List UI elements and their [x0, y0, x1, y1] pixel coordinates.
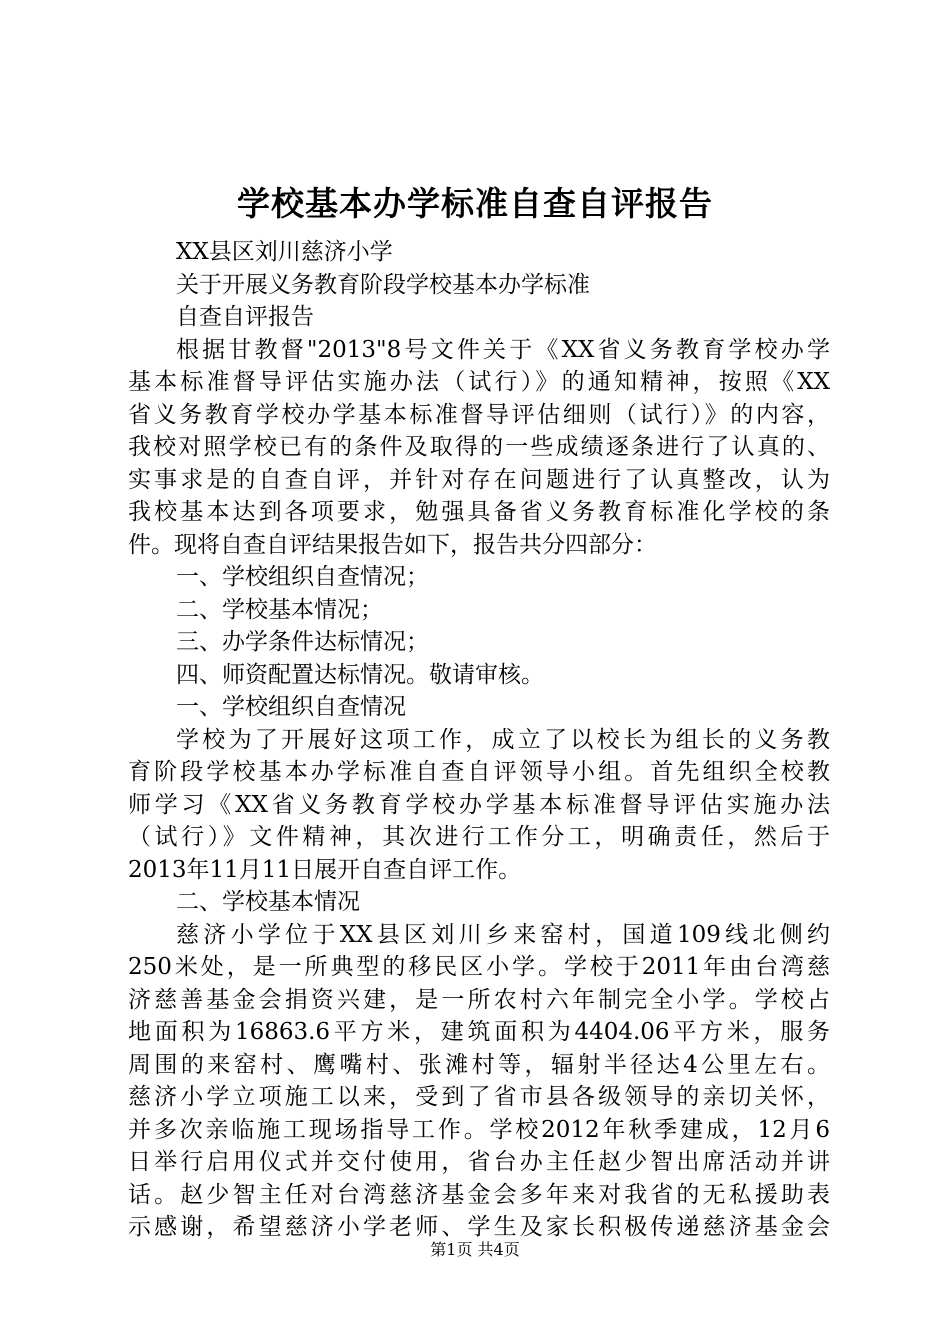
body-line: 基本标准督导评估实施办法（试行）》的通知精神，按照《XX: [128, 369, 830, 395]
body-line: 济慈善基金会捐资兴建，是一所农村六年制完全小学。学校占: [128, 986, 830, 1013]
body-line: 我校对照学校已有的条件及取得的一些成绩逐条进行了认真的、: [128, 434, 830, 460]
body-line: 话。赵少智主任对台湾慈济基金会多年来对我省的无私援助表: [128, 1181, 830, 1208]
body-line: 自查自评报告: [176, 304, 314, 330]
body-line: 慈济小学位于XX县区刘川乡来窑村，国道109线北侧约: [176, 921, 830, 948]
body-line: 一、学校组织自查情况: [176, 694, 406, 720]
body-line: 一、学校组织自查情况；: [176, 564, 429, 590]
body-line: 2013年11月11日展开自查自评工作。: [128, 856, 522, 883]
document-title: 学校基本办学标准自查自评报告: [237, 184, 713, 223]
body-line: 关于开展义务教育阶段学校基本办学标准: [176, 271, 590, 298]
body-line: 我校基本达到各项要求，勉强具备省义务教育标准化学校的条: [128, 499, 830, 525]
body-line: 地面积为16863.6平方米，建筑面积为4404.06平方米，服务: [128, 1019, 830, 1045]
body-line: 实事求是的自查自评，并针对存在问题进行了认真整改，认为: [128, 466, 830, 493]
body-line: 育阶段学校基本办学标准自查自评领导小组。首先组织全校教: [128, 759, 830, 785]
body-line: 学校为了开展好这项工作，成立了以校长为组长的义务教: [176, 726, 830, 753]
body-line: 根据甘教督"2013"8号文件关于《XX省义务教育学校办学: [176, 336, 830, 363]
body-line: 四、师资配置达标情况。敬请审核。: [176, 661, 544, 688]
page-footer: 第1页 共4页: [430, 1240, 520, 1259]
body-line: 师学习《XX省义务教育学校办学基本标准督导评估实施办法: [128, 791, 830, 818]
body-line: 三、办学条件达标情况；: [176, 629, 429, 655]
body-line: 二、学校基本情况；: [176, 596, 383, 623]
body-line: 日举行启用仪式并交付使用，省台办主任赵少智出席活动并讲: [128, 1149, 830, 1175]
body-line: 并多次亲临施工现场指导工作。学校2012年秋季建成，12月6: [128, 1116, 830, 1143]
body-line: 二、学校基本情况: [176, 889, 360, 915]
body-line: 慈济小学立项施工以来，受到了省市县各级领导的亲切关怀，: [128, 1084, 830, 1110]
body-line: 件。现将自查自评结果报告如下，报告共分四部分：: [128, 531, 657, 558]
document-body: [128, 236, 830, 1244]
body-line: 示感谢，希望慈济小学老师、学生及家长积极传递慈济基金会: [128, 1214, 830, 1240]
body-line: 周围的来窑村、鹰嘴村、张滩村等，辐射半径达4公里左右。: [128, 1051, 830, 1078]
body-line: XX县区刘川慈济小学: [176, 239, 393, 265]
body-line: 250米处，是一所典型的移民区小学。学校于2011年由台湾慈: [128, 954, 830, 980]
body-line: （试行）》文件精神，其次进行工作分工，明确责任，然后于: [128, 824, 830, 850]
body-line: 省义务教育学校办学基本标准督导评估细则（试行）》的内容，: [128, 401, 830, 428]
